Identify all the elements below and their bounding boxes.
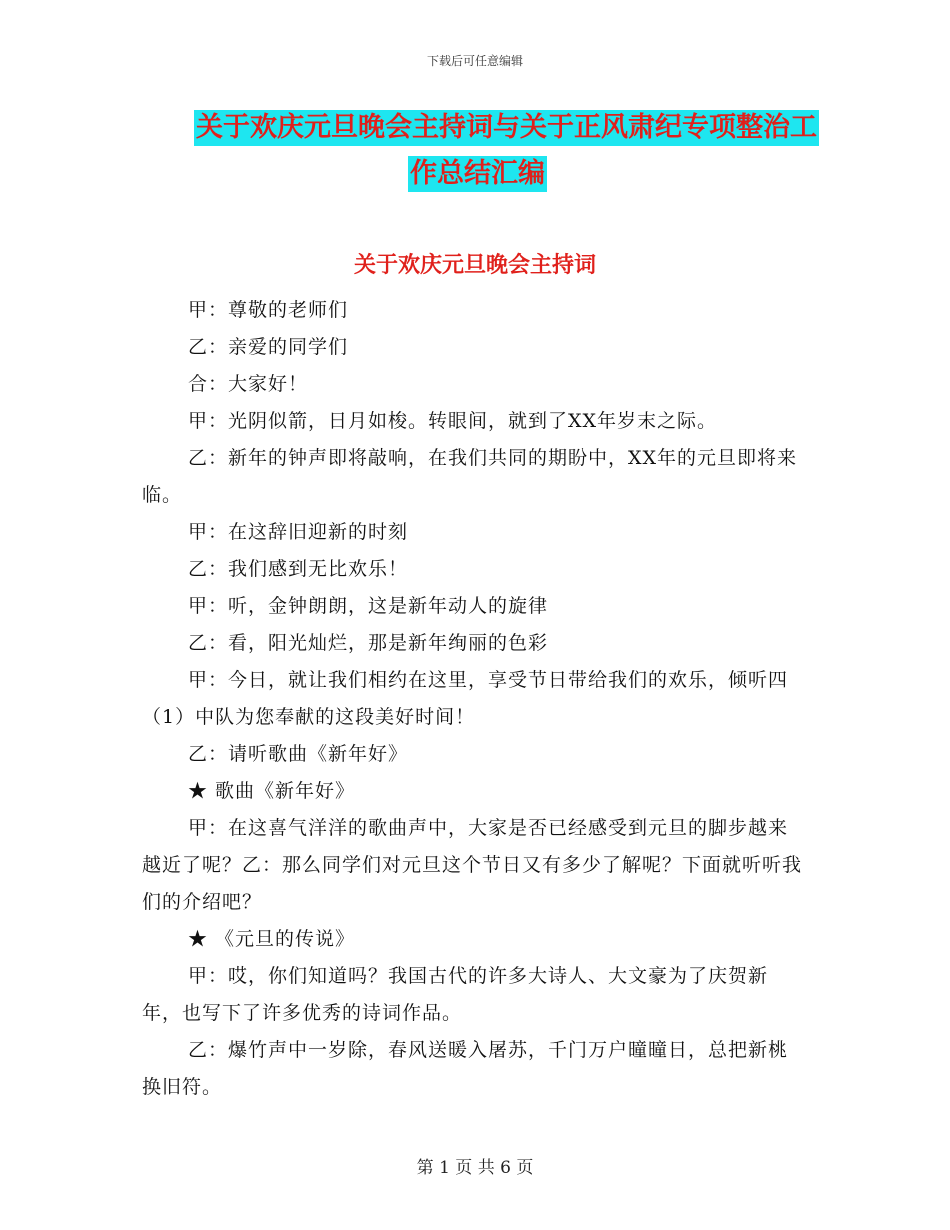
paragraph: 乙：请听歌曲《新年好》 <box>188 743 409 765</box>
paragraph: 乙：我们感到无比欢乐！ <box>188 558 409 580</box>
document-body <box>142 292 802 1106</box>
page-footer: 第 1 页 共 6 页 <box>416 1158 534 1178</box>
paragraph: 甲：在这辞旧迎新的时刻 <box>188 521 409 543</box>
header-note: 下载后可任意编辑 <box>426 54 523 68</box>
paragraph: 甲：今日，就让我们相约在这里，享受节日带给我们的欢乐，倾听四（1）中队为您奉献的这段美好时间！ <box>142 669 789 728</box>
paragraph: 甲：尊敬的老师们 <box>188 299 349 321</box>
paragraph: 乙：看，阳光灿烂，那是新年绚丽的色彩 <box>188 632 549 654</box>
section-title: 关于欢庆元旦晚会主持词 <box>353 253 596 278</box>
paragraph: 甲：听，金钟朗朗，这是新年动人的旋律 <box>188 595 549 617</box>
program-item: ★ 《元旦的传说》 <box>188 928 356 950</box>
paragraph: 甲：哎，你们知道吗？我国古代的许多大诗人、大文豪为了庆贺新年，也写下了许多优秀的诗词作品。 <box>142 965 769 1024</box>
paragraph: 合：大家好！ <box>188 373 309 395</box>
paragraph: 乙：爆竹声中一岁除，春风送暖入屠苏，千门万户曈曈日，总把新桃换旧符。 <box>142 1039 789 1098</box>
document-title-line-2: 作总结汇编 <box>408 156 547 192</box>
program-item: ★ 歌曲《新年好》 <box>188 780 356 802</box>
paragraph: 乙：新年的钟声即将敲响，在我们共同的期盼中，XX年的元旦即将来临。 <box>142 447 798 506</box>
paragraph: 乙：亲爱的同学们 <box>188 336 349 358</box>
document-title-line-1: 关于欢庆元旦晚会主持词与关于正风肃纪专项整治工 <box>194 110 819 146</box>
paragraph: 甲：光阴似箭，日月如梭。转眼间，就到了XX年岁末之际。 <box>188 410 718 432</box>
paragraph: 甲：在这喜气洋洋的歌曲声中，大家是否已经感受到元旦的脚步越来越近了呢？乙：那么同学们对元旦这个节日又有多少了解呢？下面就听听我们的介绍吧？ <box>142 817 803 913</box>
